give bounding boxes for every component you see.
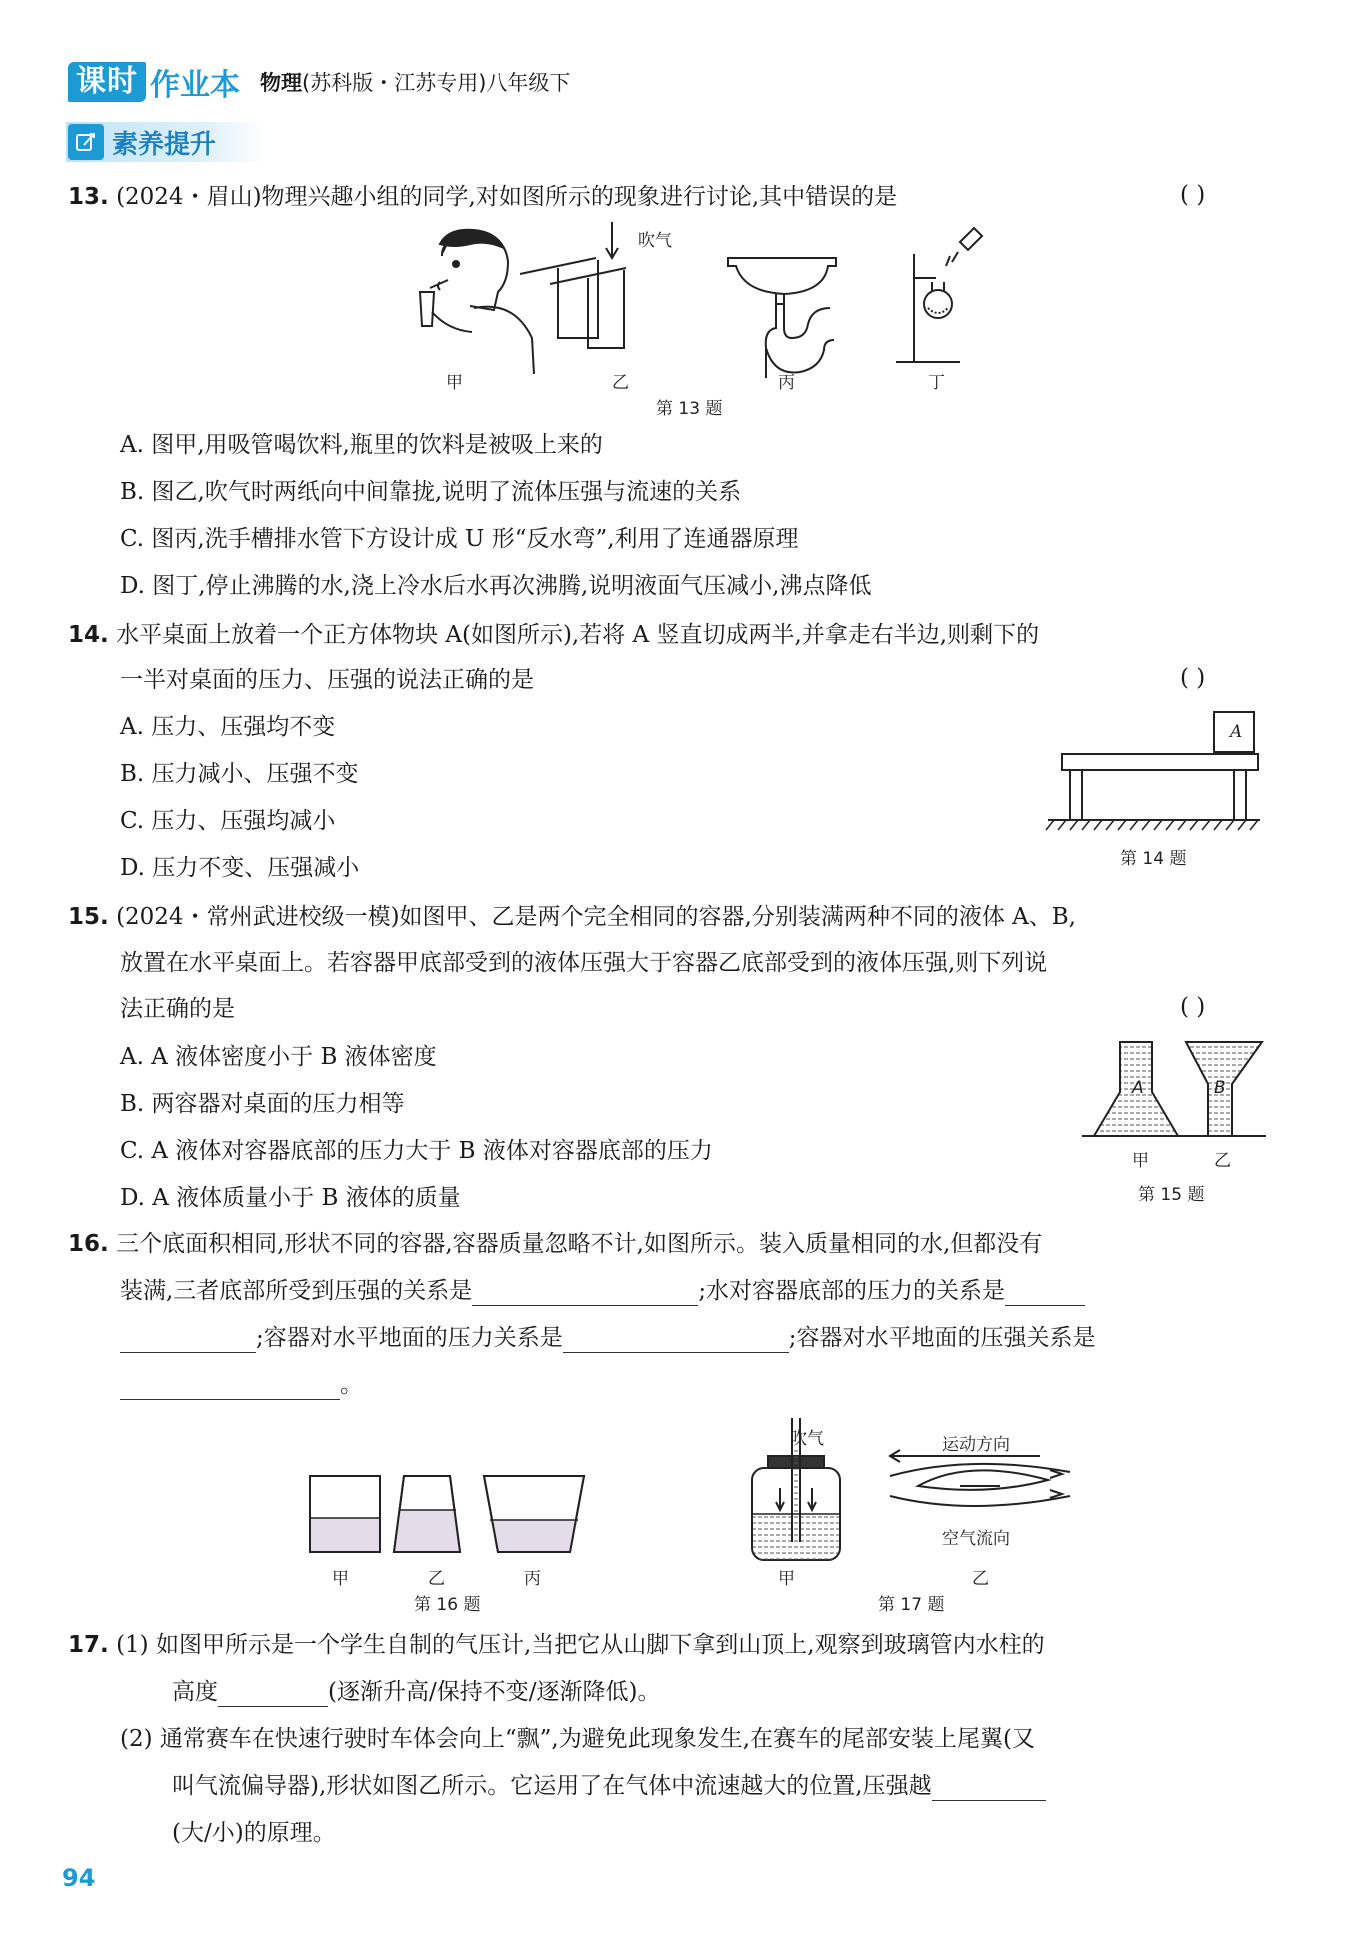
q14-answer-paren: ( ) (1180, 665, 1206, 691)
section-title: 素养提升 (112, 129, 217, 160)
fig-flask-stand (896, 228, 982, 362)
answer-blank[interactable] (120, 1373, 340, 1400)
q13-label-blow: 吹气 (638, 231, 672, 251)
q13-stem (68, 182, 897, 212)
q17-p2-line2 (172, 1771, 1046, 1801)
q17-label-motion: 运动方向 (942, 1435, 1010, 1455)
q14-option-a: A. 压力、压强均不变 (120, 714, 336, 740)
q17-p2-line3: (大/小)的原理。 (172, 1820, 336, 1846)
q15-caption: 第 15 题 (1138, 1185, 1205, 1205)
q16-caption: 第 16 题 (414, 1595, 481, 1615)
question-text: (1) 如图甲所示是一个学生自制的气压计,当把它从山脚下拿到山顶上,观察到玻璃管内水柱的 (116, 1632, 1045, 1658)
q17-text-2: 叫气流偏导器),形状如图乙所示。它运用了在气体中流速越大的位置,压强越 (172, 1773, 932, 1799)
answer-blank[interactable] (472, 1279, 698, 1306)
edition: (苏科版・江苏专用)八年级下 (302, 71, 571, 95)
q16-line3 (120, 1323, 1096, 1353)
q14-stem-line2: 一半对桌面的压力、压强的说法正确的是 (120, 667, 534, 693)
q13-label-ding: 丁 (928, 373, 945, 393)
q15-label-b: B (1214, 1078, 1226, 1098)
q17-label-blow: 吹气 (790, 1429, 824, 1449)
q15-option-a: A. A 液体密度小于 B 液体密度 (120, 1044, 437, 1070)
q17-text-1a: 高度 (172, 1679, 218, 1705)
question-text: (2024・眉山)物理兴趣小组的同学,对如图所示的现象进行讨论,其中错误的是 (116, 184, 898, 210)
q14-option-d: D. 压力不变、压强减小 (120, 855, 360, 881)
q13-option-c: C. 图丙,洗手槽排水管下方设计成 U 形“反水弯”,利用了连通器原理 (120, 526, 799, 552)
logo-box: 课时 (68, 62, 146, 102)
q15-label-yi: 乙 (1214, 1151, 1231, 1171)
q14-option-b: B. 压力减小、压强不变 (120, 761, 359, 787)
q17-label-jia: 甲 (778, 1569, 795, 1589)
q16-text-4: 。 (340, 1372, 363, 1398)
q16-figure (308, 1474, 588, 1554)
question-number: 14. (68, 622, 109, 648)
q16-line4 (120, 1370, 363, 1400)
q13-caption: 第 13 题 (656, 399, 723, 419)
q15-label-jia: 甲 (1132, 1151, 1149, 1171)
section-banner (66, 122, 266, 162)
fig-person-drinking (420, 230, 534, 374)
q15-option-b: B. 两容器对桌面的压力相等 (120, 1091, 405, 1117)
answer-blank[interactable] (120, 1326, 256, 1353)
q16-text-3a: ;容器对水平地面的压力关系是 (256, 1325, 563, 1351)
q16-label-bing: 丙 (524, 1569, 541, 1589)
q16-text-2a: 装满,三者底部所受到压强的关系是 (120, 1278, 473, 1304)
answer-blank[interactable] (1005, 1279, 1085, 1306)
q15-label-a: A (1132, 1078, 1144, 1098)
q16-label-yi: 乙 (428, 1569, 445, 1589)
header-subtitle (260, 67, 570, 97)
q17-p1-line1 (68, 1630, 1045, 1660)
rocket-icon (68, 124, 104, 160)
q13-answer-paren: ( ) (1180, 182, 1206, 208)
q15-stem-line3: 法正确的是 (120, 996, 235, 1022)
question-text: 水平桌面上放着一个正方体物块 A(如图所示),若将 A 竖直切成两半,并拿走右半边,则剩下的 (116, 622, 1040, 648)
q17-label-yi: 乙 (972, 1569, 989, 1589)
q13-label-yi: 乙 (612, 373, 629, 393)
q17-p2-line1: (2) 通常赛车在快速行驶时车体会向上“飘”,为避免此现象发生,在赛车的尾部安装上尾翼(又 (120, 1726, 1036, 1752)
q16-text-2b: ;水对容器底部的压力的关系是 (698, 1278, 1006, 1304)
subject: 物理 (260, 71, 302, 95)
q15-answer-paren: ( ) (1180, 994, 1206, 1020)
question-number: 15. (68, 904, 109, 930)
q14-stem-line1 (68, 620, 1039, 650)
q17-text-1b: (逐渐升高/保持不变/逐渐降低)。 (328, 1679, 661, 1705)
q14-option-c: C. 压力、压强均减小 (120, 808, 336, 834)
q16-line1 (68, 1229, 1042, 1259)
answer-blank[interactable] (218, 1680, 328, 1707)
header (68, 62, 570, 102)
page-number: 94 (62, 1864, 96, 1892)
q15-option-d: D. A 液体质量小于 B 液体的质量 (120, 1185, 461, 1211)
q17-label-air: 空气流向 (942, 1529, 1010, 1549)
fig-sink-trap (728, 258, 836, 378)
q14-caption: 第 14 题 (1120, 849, 1187, 869)
q16-line2 (120, 1276, 1085, 1306)
q15-stem-line2: 放置在水平桌面上。若容器甲底部受到的液体压强大于容器乙底部受到的液体压强,则下列说 (120, 950, 1048, 976)
q13-label-jia: 甲 (446, 373, 463, 393)
q16-label-jia: 甲 (332, 1569, 349, 1589)
q13-option-a: A. 图甲,用吸管喝饮料,瓶里的饮料是被吸上来的 (120, 432, 603, 458)
q13-option-b: B. 图乙,吹气时两纸向中间靠拢,说明了流体压强与流速的关系 (120, 479, 742, 505)
answer-blank[interactable] (563, 1326, 789, 1353)
q13-figure (400, 222, 1000, 392)
question-number: 17. (68, 1632, 109, 1658)
q17-caption: 第 17 题 (878, 1595, 945, 1615)
q17-p1-line2 (172, 1677, 660, 1707)
question-text: (2024・常州武进校级一模)如图甲、乙是两个完全相同的容器,分别装满两种不同的液体 A、B, (116, 904, 1076, 930)
answer-blank[interactable] (932, 1774, 1046, 1801)
q14-block-label: A (1230, 722, 1243, 742)
question-number: 16. (68, 1231, 109, 1257)
q15-option-c: C. A 液体对容器底部的压力大于 B 液体对容器底部的压力 (120, 1138, 713, 1164)
q15-figure (1082, 1038, 1266, 1142)
q13-label-bing: 丙 (778, 373, 795, 393)
q15-stem-line1 (68, 902, 1076, 932)
question-number: 13. (68, 184, 109, 210)
fig-two-papers (520, 222, 626, 348)
q16-text-3b: ;容器对水平地面的压强关系是 (788, 1325, 1096, 1351)
logo-text: 作业本 (150, 68, 240, 103)
q13-option-d: D. 图丁,停止沸腾的水,浇上冷水后水再次沸腾,说明液面气压减小,沸点降低 (120, 573, 872, 599)
question-text: 三个底面积相同,形状不同的容器,容器质量忽略不计,如图所示。装入质量相同的水,但都没有 (116, 1231, 1043, 1257)
